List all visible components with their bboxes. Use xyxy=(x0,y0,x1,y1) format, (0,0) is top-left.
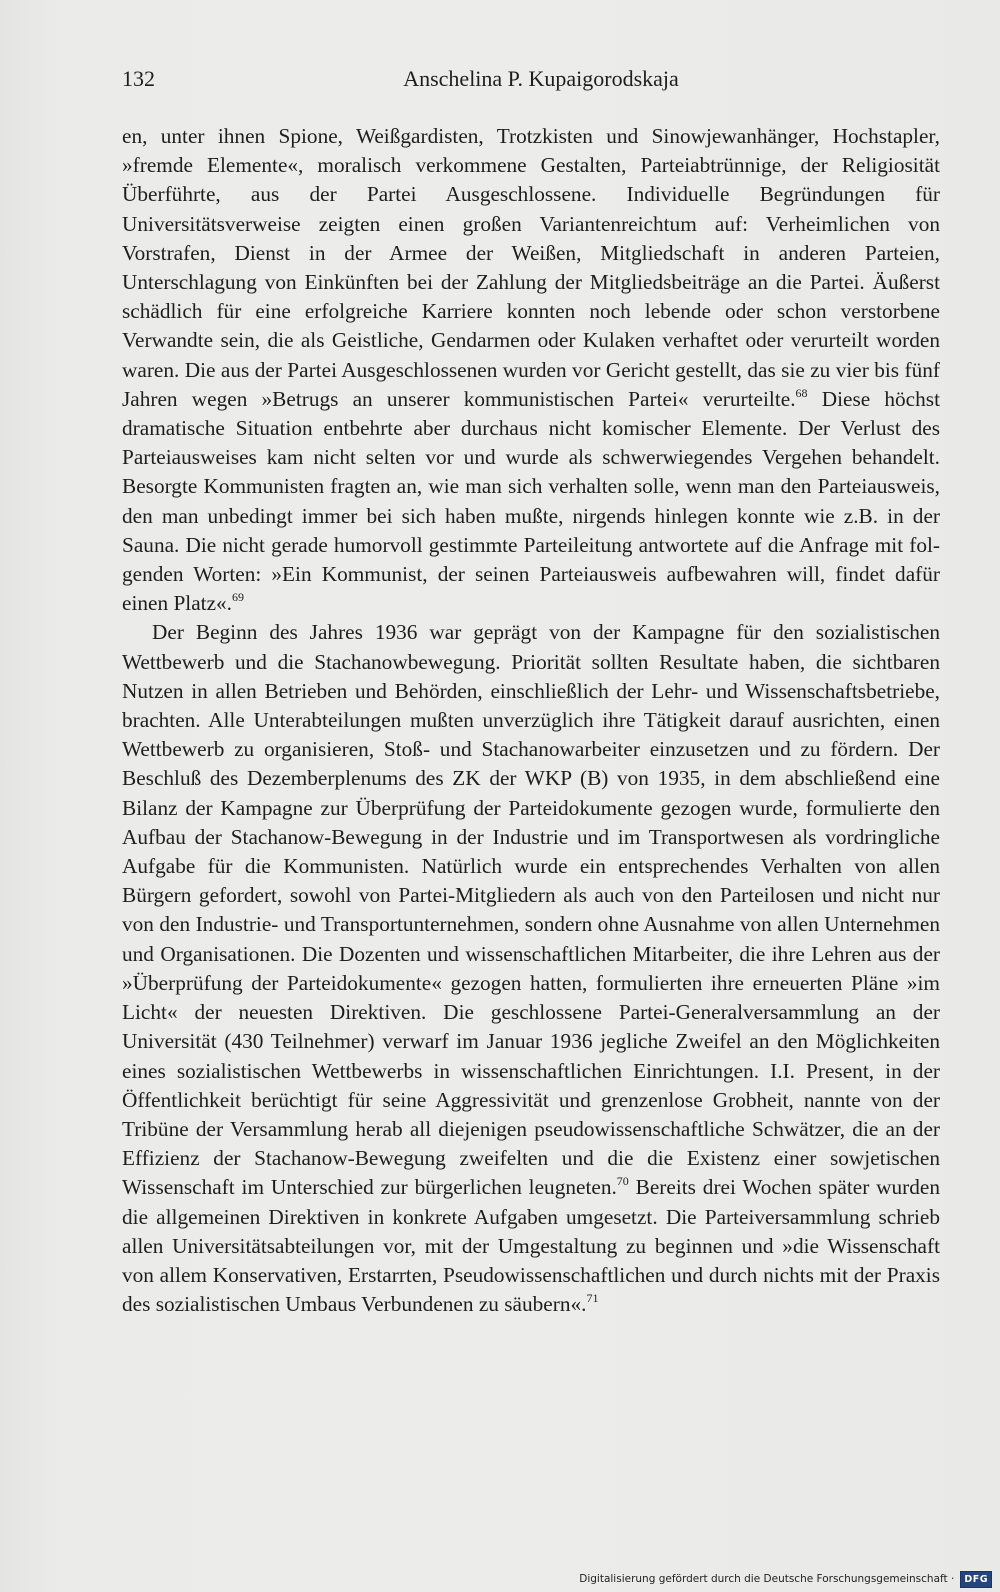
paragraph-text: Bereits drei Wochen später wurden die allgemeinen Direktiven in konkrete Aufgaben umgesetzt. Die Parteiversammlung schrieb allen Universitätsabteilungen vor, mit der Umgestaltung zu beginnen und »die Wissenschaft von allem Konservativen, Erstarrten, Pseudowissenschaftlichen und durch nichts mit der Praxis des sozialistischen Umbaus Verbundenen zu säubern«. xyxy=(122,1175,940,1317)
page-number: 132 xyxy=(122,66,155,91)
footnote-reference: 69 xyxy=(232,590,244,605)
paragraph-text: Diese höchst dramatische Situation entbehrte aber durchaus nicht komischer Elemente. Der Verlust des Parteiausweises kam nicht selten vor und wurde als schwerwiegendes Vergehen behandelt. Besorgte Kommunisten fragten an, wie man sich verhalten solle, wenn man den Parteiausweis, den man unbedingt immer bei sich haben mußte, nirgends hinlegen konnte wie z.B. in der Sauna. Die nicht gerade humorvoll gestimmte Parteileitung antwortete auf die Anfrage mit folgenden Worten: »Ein Kommunist, der seinen Parteiausweis aufbewahren will, findet dafür einen Platz«. xyxy=(122,386,940,616)
dfg-logo: DFG xyxy=(960,1571,992,1588)
footnote-reference: 68 xyxy=(795,385,808,400)
digitization-footer xyxy=(579,1570,992,1588)
footer-credit: Digitalisierung gefördert durch die Deutsche Forschungsgemeinschaft · xyxy=(579,1573,955,1585)
running-head-title: Anschelina P. Kupaigorodskaja xyxy=(403,66,679,91)
body-text xyxy=(122,122,940,1319)
paragraph-text: Der Beginn des Jahres 1936 war geprägt von der Kampagne für den sozialistischen Wettbewerb und die Stachanowbewegung. Priorität sollten Resultate haben, die sichtbaren Nutzen in allen Betrieben und Behörden, einschließlich der Lehr- und Wissenschaftsbetriebe, brachten. Alle Unterabteilungen mußten unverzüglich ihre Tätigkeit darauf ausrichten, einen Wettbewerb zu organisieren, Stoß- und Stachanowarbeiter einzusetzen und zu fördern. Der Beschluß des Dezemberplenums des ZK der WKP (B) von 1935, in dem abschließend eine Bilanz der Kampagne zur Überprüfung der Parteidokumente gezogen wurde, formulierte den Aufbau der Stachanow-Bewegung in der Industrie und im Transportwesen als vordringliche Aufgabe für die Kommunisten. Natürlich wurde ein entsprechendes Verhalten von allen Bürgern gefordert, sowohl von Partei-Mitgliedern als auch von den Parteilosen und nicht nur von den Industrie- und Transportunternehmen, sondern ohne Ausnahme von allen Unternehmen und Organisationen. Die Dozenten und wissenschaftlichen Mitarbeiter, die ihre Lehren aus der »Überprüfung der Parteidokumente« gezogen hatten, formulierten ihre erneuerten Pläne »im Licht« der neuesten Direktiven. Die geschlossene Partei-Generalversammlung an der Universität (430 Teilnehmer) verwarf im Januar 1936 jegliche Zweifel an den Möglichkeiten eines sozialistischen Wettbewerbs in wissenschaftlichen Einrichtungen. I.I. Present, in der Öffentlichkeit berüchtigt für seine Aggressivität und grenzenlose Grobheit, nannte von der Tribüne der Versammlung herab all diejenigen pseudowissenschaftliche Schwätzer, die an der Effizienz der Stachanow-Bewegung zweifelten und die die Existenz einer sowjetischen Wissenschaft im Unterschied zur bürgerlichen leugneten. xyxy=(122,620,940,1200)
footnote-reference: 70 xyxy=(616,1174,629,1189)
running-head xyxy=(122,66,940,100)
footnote-reference: 71 xyxy=(586,1291,599,1306)
paragraph xyxy=(122,122,940,618)
paragraph-text: en, unter ihnen Spione, Weißgardisten, Trotzkisten und Sinowjewanhänger, Hochstapler, »fremde Elemente«, moralisch verkommene Gestalten, Parteiabtrünnige, der Religiosität Überführte, aus der Partei Ausgeschlossene. Individuelle Begründungen für Universitätsverweise zeigten einen großen Variantenreichtum auf: Verheimlichen von Vorstrafen, Dienst in der Armee der Weißen, Mitgliedschaft in anderen Parteien, Unterschlagung von Einkünften bei der Zahlung der Mitgliedsbeiträge an die Partei. Äußerst schädlich für eine erfolgreiche Karriere konnten noch lebende oder schon verstorbene Verwandte sein, die als Geistliche, Gendarmen oder Kulaken verhaftet oder verurteilt worden waren. Die aus der Partei Ausgeschlossenen wurden vor Gericht gestellt, das sie zu vier bis fünf Jahren wegen »Betrugs an unserer kommunistischen Partei« verurteilte. xyxy=(122,124,940,411)
paragraph xyxy=(122,618,940,1319)
